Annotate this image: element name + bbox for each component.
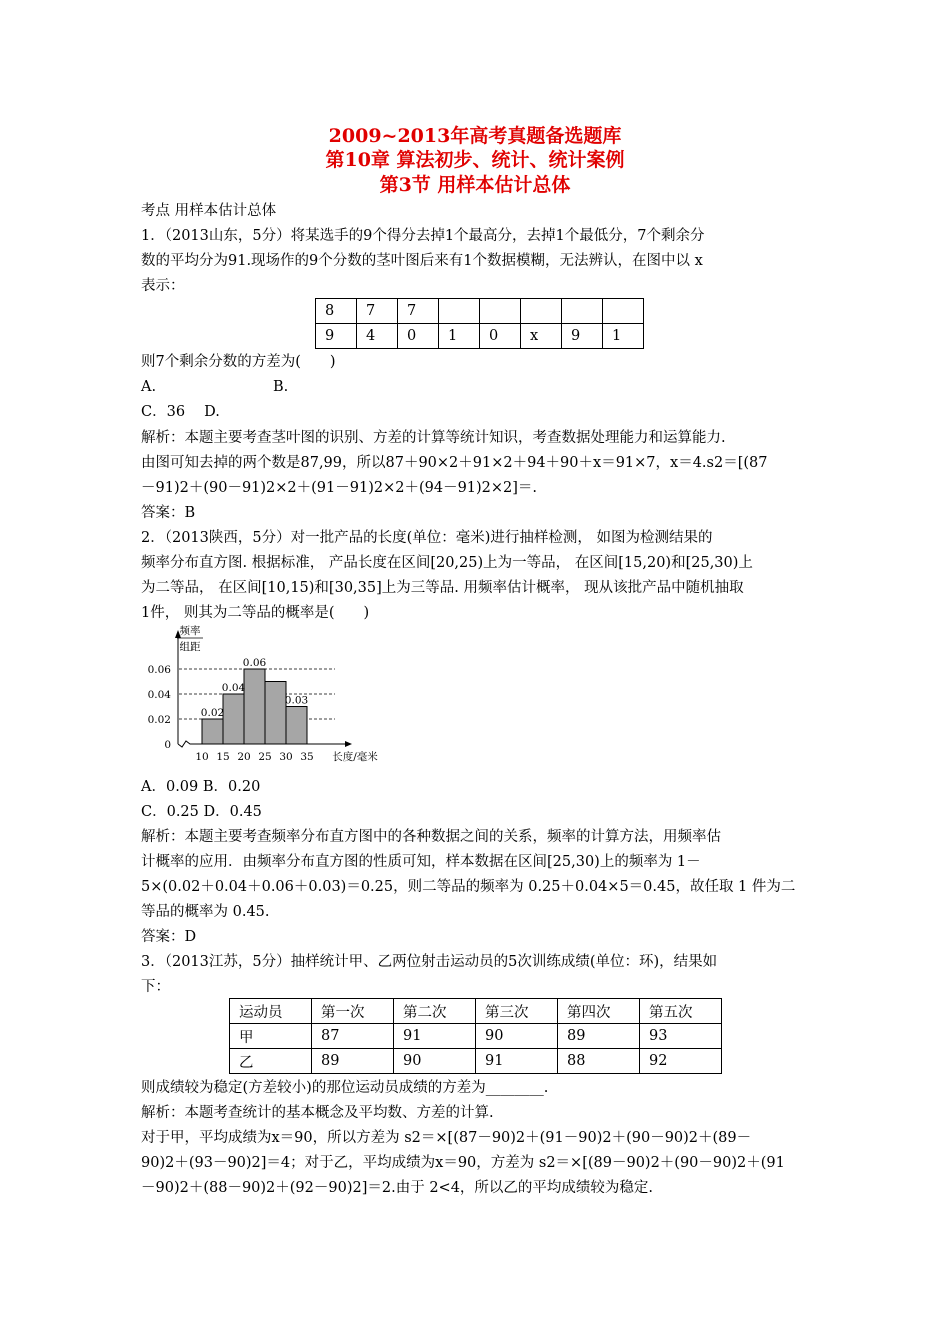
score-cell: 88 <box>558 1049 640 1074</box>
q2-analysis-2: 计概率的应用．由频率分布直方图的性质可知，样本数据在区间[25,30)上的频率为 1－ <box>141 854 701 870</box>
q2-options-ab: A．0.09 B．0.20 <box>141 779 261 795</box>
bar-data-label: 0.04 <box>221 682 246 694</box>
stem-leaf-cell: 7 <box>357 299 398 324</box>
score-cell: 乙 <box>230 1049 312 1074</box>
q2-analysis-1: 解析：本题主要考查频率分布直方图中的各种数据之间的关系，频率的计算方法，用频率估 <box>141 829 721 845</box>
histogram-bar <box>286 707 307 745</box>
stem-leaf-cell <box>521 299 562 324</box>
score-cell: 87 <box>312 1024 394 1049</box>
x-tick-label: 15 <box>216 751 230 763</box>
stem-leaf-table <box>315 298 644 349</box>
q2-text-2: 频率分布直方图. 根据标准， 产品长度在区间[20,25)上为一等品， 在区间[15,20)和[25,30)上 <box>141 555 753 571</box>
stem-leaf-cell: 9 <box>316 324 357 349</box>
histogram-bar <box>244 669 265 744</box>
q1-question: 则7个剩余分数的方差为( ) <box>141 354 336 370</box>
q2-text-3: 为二等品， 在区间[10,15)和[30,35]上为三等品. 用频率估计概率， 现从该批产品中随机抽取 <box>141 580 744 596</box>
histogram-bar <box>223 694 244 744</box>
q1-option-b: B. <box>273 379 289 395</box>
q2-text-4: 1件， 则其为二等品的概率是( ) <box>141 605 370 621</box>
x-tick-label: 25 <box>258 751 272 763</box>
score-cell: 90 <box>394 1049 476 1074</box>
stem-leaf-cell <box>439 299 480 324</box>
q1-analysis-1: 解析：本题主要考查茎叶图的识别、方差的计算等统计知识，考查数据处理能力和运算能力. <box>141 430 726 446</box>
chapter-title: 第10章 算法初步、统计、统计案例 <box>325 149 625 171</box>
q3-analysis-1: 解析：本题考查统计的基本概念及平均数、方差的计算. <box>141 1105 494 1121</box>
score-cell: 91 <box>394 1024 476 1049</box>
score-cell: 93 <box>640 1024 722 1049</box>
q2-answer: 答案：D <box>141 929 197 945</box>
y-tick-label: 0.06 <box>147 664 171 676</box>
score-cell: 第二次 <box>394 999 476 1024</box>
score-cell: 第三次 <box>476 999 558 1024</box>
y-tick-label: 0 <box>164 739 171 751</box>
y-tick-label: 0.02 <box>147 714 171 726</box>
stem-leaf-cell: x <box>521 324 562 349</box>
stem-leaf-cell: 0 <box>480 324 521 349</box>
score-cell: 运动员 <box>230 999 312 1024</box>
score-cell: 91 <box>476 1049 558 1074</box>
stem-leaf-cell <box>480 299 521 324</box>
q3-text-1: 3．（2013江苏，5分）抽样统计甲、乙两位射击运动员的5次训练成绩(单位：环)，结果如 <box>141 954 718 970</box>
score-cell: 第四次 <box>558 999 640 1024</box>
bar-data-label: 0.06 <box>242 657 267 669</box>
x-tick-label: 20 <box>237 751 251 763</box>
bar-data-label: 0.03 <box>284 694 309 707</box>
q1-analysis-3: －91)2＋(90－91)2×2＋(91－91)2×2＋(94－91)2×2]＝. <box>141 480 538 496</box>
score-cell: 90 <box>476 1024 558 1049</box>
score-cell: 92 <box>640 1049 722 1074</box>
q2-options-cd: C．0.25 D．0.45 <box>141 804 262 820</box>
histogram-bar <box>202 719 223 744</box>
q3-analysis-3: 90)2＋(93－90)2]＝4；对于乙，平均成绩为x＝90，方差为 s2＝×[(89－90)2＋(90－90)2＋(91 <box>141 1155 785 1171</box>
stem-leaf-cell: 0 <box>398 324 439 349</box>
stem-leaf-cell: 8 <box>316 299 357 324</box>
q1-options-cd: C．36 D. <box>141 404 220 420</box>
q2-analysis-4: 等品的概率为 0.45. <box>141 904 270 920</box>
x-axis-arrow <box>345 741 352 747</box>
score-cell: 第五次 <box>640 999 722 1024</box>
q1-analysis-2: 由图可知去掉的两个数是87,99，所以87＋90×2＋91×2＋94＋90＋x＝91×7，x＝4.s2＝[(87 <box>141 455 768 471</box>
score-cell: 89 <box>558 1024 640 1049</box>
x-axis-label: 长度/毫米 <box>332 751 378 763</box>
score-table <box>229 998 722 1074</box>
q1-text-3: 表示： <box>141 278 185 294</box>
q1-text-2: 数的平均分为91.现场作的9个分数的茎叶图后来有1个数据模糊，无法辨认，在图中以 x <box>141 253 703 269</box>
stem-leaf-cell: 7 <box>398 299 439 324</box>
score-row <box>230 999 722 1024</box>
stem-leaf-cell <box>603 299 644 324</box>
y-axis-label-bottom: 组距 <box>179 641 201 653</box>
doc-title: 2009~2013年高考真题备选题库 <box>328 125 622 147</box>
q1-option-a: A. <box>141 379 157 395</box>
q1-answer: 答案：B <box>141 505 196 521</box>
q3-analysis-2: 对于甲，平均成绩为x＝90，所以方差为 s2＝×[(87－90)2＋(91－90)2＋(90－90)2＋(89－ <box>141 1130 752 1146</box>
section-label: 考点 用样本估计总体 <box>141 203 277 219</box>
stem-leaf-row <box>316 324 644 349</box>
score-cell: 89 <box>312 1049 394 1074</box>
q2-text-1: 2．（2013陕西，5分）对一批产品的长度(单位：毫米)进行抽样检测， 如图为检测结果的 <box>141 530 713 546</box>
q1-text-1: 1．（2013山东，5分）将某选手的9个得分去掉1个最高分，去掉1个最低分，7个剩余分 <box>141 228 705 244</box>
q3-text-2: 下： <box>141 979 170 995</box>
stem-leaf-cell: 9 <box>562 324 603 349</box>
score-row <box>230 1024 722 1049</box>
x-tick-label: 10 <box>195 751 209 763</box>
stem-leaf-cell: 1 <box>603 324 644 349</box>
score-cell: 第一次 <box>312 999 394 1024</box>
score-row <box>230 1049 722 1074</box>
x-tick-label: 35 <box>300 751 314 763</box>
stem-leaf-cell <box>562 299 603 324</box>
histogram-bar <box>265 682 286 745</box>
stem-leaf-row <box>316 299 644 324</box>
frequency-histogram <box>141 622 391 768</box>
q2-analysis-3: 5×(0.02＋0.04＋0.06＋0.03)＝0.25，则二等品的频率为 0.25＋0.04×5＝0.45，故任取 1 件为二 <box>141 879 796 895</box>
stem-leaf-cell: 1 <box>439 324 480 349</box>
bar-data-label: 0.02 <box>200 707 225 719</box>
y-tick-label: 0.04 <box>147 689 171 701</box>
x-tick-label: 30 <box>279 751 293 763</box>
section-title: 第3节 用样本估计总体 <box>379 174 571 196</box>
q3-analysis-4: －90)2＋(88－90)2＋(92－90)2]＝2.由于 2<4，所以乙的平均成绩较为稳定. <box>141 1180 654 1196</box>
score-cell: 甲 <box>230 1024 312 1049</box>
stem-leaf-cell: 4 <box>357 324 398 349</box>
q3-question: 则成绩较为稳定(方差较小)的那位运动员成绩的方差为________. <box>141 1080 549 1096</box>
y-axis-label-top: 频率 <box>179 625 201 637</box>
